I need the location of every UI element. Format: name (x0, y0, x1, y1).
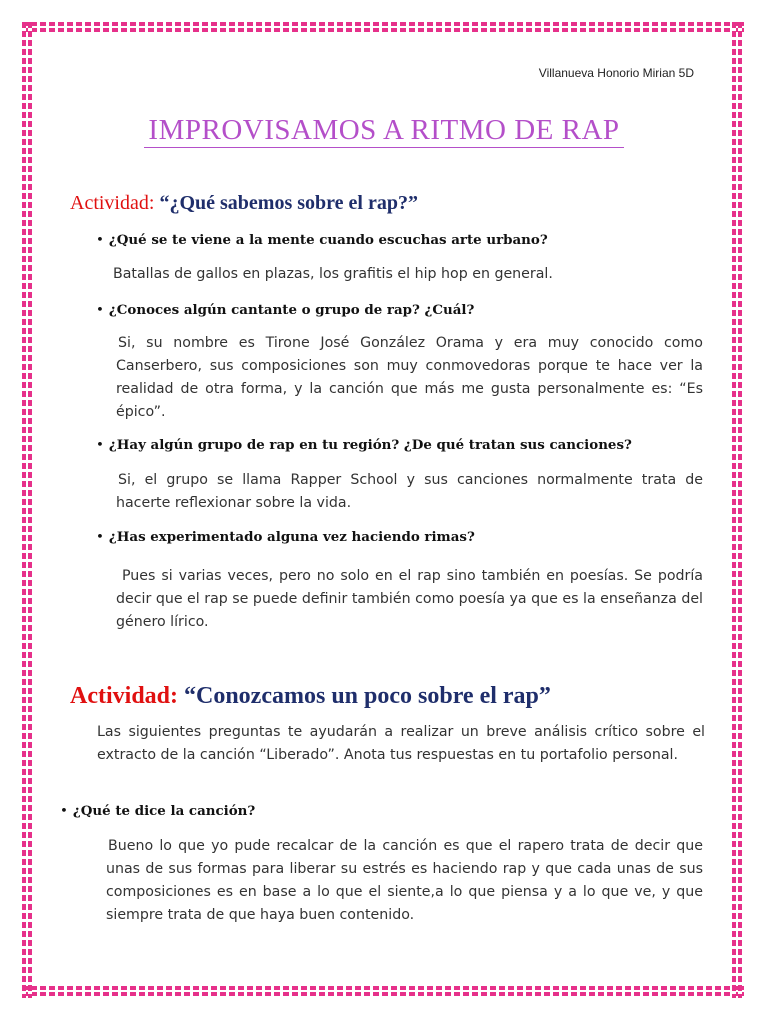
bullet: • (60, 804, 68, 819)
question-1-text: ¿Qué se te viene a la mente cuando escuchas arte urbano? (108, 232, 548, 248)
border-right (732, 22, 744, 998)
question-4-text: ¿Has experimentado alguna vez haciendo rimas? (108, 529, 475, 545)
answer-1: Batallas de gallos en plazas, los grafitis el hip hop en general. (113, 266, 553, 282)
activity-1-label: Actividad: (70, 192, 155, 214)
page-title (0, 114, 768, 147)
answer-3: Si, el grupo se llama Rapper School y sus canciones normalmente trata de hacerte reflexionar sobre la vida. (116, 472, 703, 511)
border-bottom (22, 986, 744, 998)
question-2 (96, 302, 474, 318)
question-3-text: ¿Hay algún grupo de rap en tu región? ¿De qué tratan sus canciones? (108, 437, 632, 453)
question-3 (96, 437, 632, 453)
question-5 (60, 803, 255, 819)
activity-2-label: Actividad: (70, 683, 178, 709)
author-name: Villanueva Honorio Mirian 5D (538, 66, 694, 80)
question-5-text: ¿Qué te dice la canción? (72, 803, 256, 819)
bullet: • (96, 233, 104, 248)
activity-2-intro: Las siguientes preguntas te ayudarán a realizar un breve análisis crítico sobre el extracto de la canción “Liberado”. Anota tus respuestas en tu portafolio personal. (97, 724, 705, 763)
activity-1-quote: “¿Qué sabemos sobre el rap?” (159, 192, 418, 214)
bullet: • (96, 438, 104, 453)
border-left (22, 22, 34, 998)
answer-5: Bueno lo que yo pude recalcar de la canción es que el rapero trata de decir que unas de sus formas para liberar su estrés es haciendo rap y que cada unas de sus composiciones es en base a lo que el siente,a lo que piensa y a lo que ve, y que siempre trata de que haya buen contenido. (106, 838, 703, 923)
question-1 (96, 232, 548, 248)
answer-2: Si, su nombre es Tirone José González Orama y era muy conocido como Canserbero, sus composiciones son muy conmovedoras porque te hace ver la realidad de otra forma, y la canción que más me gusta personalmente es: “Es épico”. (116, 335, 703, 420)
border-top (22, 22, 744, 34)
question-2-text: ¿Conoces algún cantante o grupo de rap? ¿Cuál? (108, 302, 475, 318)
activity-2-heading (70, 683, 551, 710)
activity-2-quote: “Conozcamos un poco sobre el rap” (184, 683, 551, 709)
bullet: • (96, 530, 104, 545)
question-4 (96, 529, 475, 545)
page-title-text: IMPROVISAMOS A RITMO DE RAP (144, 114, 623, 148)
activity-1-heading (70, 192, 418, 215)
bullet: • (96, 303, 104, 318)
answer-4: Pues si varias veces, pero no solo en el rap sino también en poesías. Se podría decir que el rap se puede definir también como poesía ya que es la enseñanza del género lírico. (116, 568, 703, 630)
